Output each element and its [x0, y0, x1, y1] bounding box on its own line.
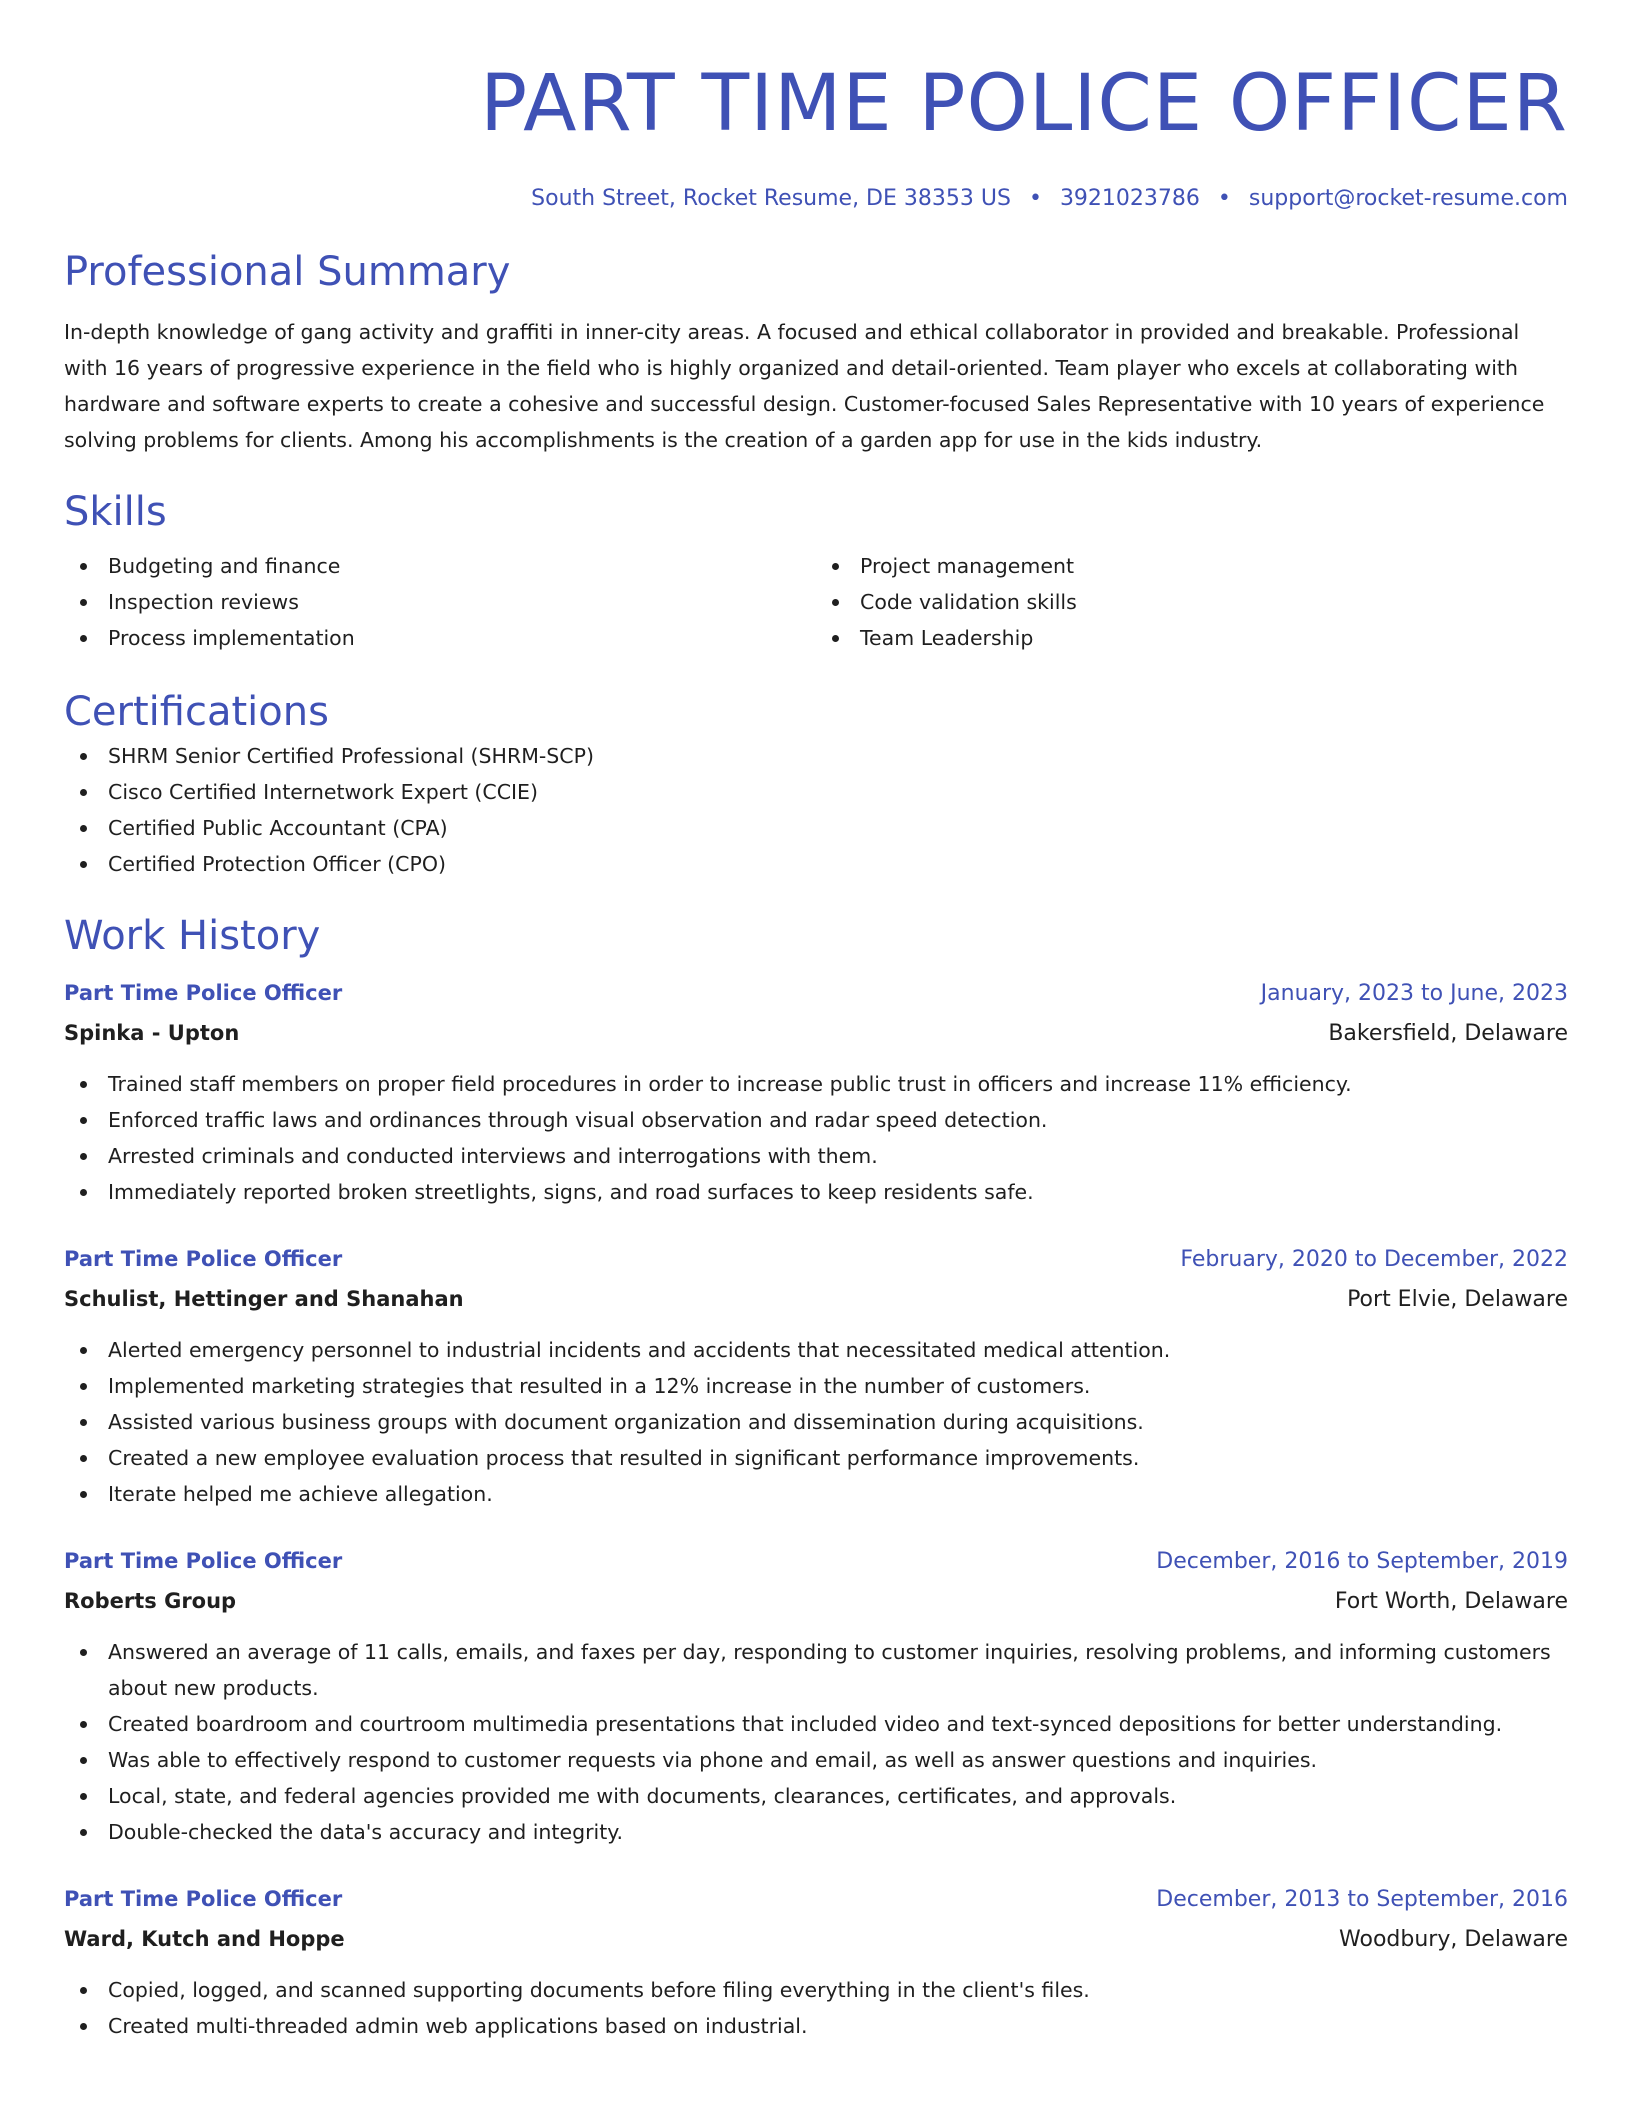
job-location: Fort Worth, Delaware [1334, 1589, 1568, 1614]
job-bullet: Created multi-threaded admin web applications based on industrial. [64, 2008, 1568, 2044]
job-title: Part Time Police Officer [64, 1887, 343, 1911]
job-entry [64, 1542, 1568, 1850]
contact-separator: • [1217, 186, 1231, 211]
job-title: Part Time Police Officer [64, 1549, 343, 1573]
job-company-row [64, 1919, 1568, 1960]
job-location: Bakersfield, Delaware [1328, 1021, 1568, 1046]
skills-right-column [816, 548, 1568, 656]
job-header-row [64, 974, 1568, 1013]
certifications-list [64, 738, 1568, 882]
skill-item: Budgeting and finance [64, 548, 816, 584]
job-entry [64, 1240, 1568, 1512]
job-bullet: Created a new employee evaluation process that resulted in significant performance improvements. [64, 1440, 1568, 1476]
skill-item: Project management [816, 548, 1568, 584]
job-header-row [64, 1542, 1568, 1581]
job-company-row [64, 1013, 1568, 1054]
job-bullet: Created boardroom and courtroom multimedia presentations that included video and text-synced depositions for better understanding. [64, 1706, 1568, 1742]
job-bullet: Arrested criminals and conducted interviews and interrogations with them. [64, 1138, 1568, 1174]
job-header-row [64, 1240, 1568, 1279]
contact-line [64, 184, 1568, 214]
contact-phone[interactable]: 3921023786 [1059, 186, 1200, 211]
job-bullet: Trained staff members on proper field procedures in order to increase public trust in officers and increase 11% efficiency. [64, 1066, 1568, 1102]
job-location: Port Elvie, Delaware [1347, 1287, 1568, 1312]
skill-item: Inspection reviews [64, 584, 816, 620]
job-company-row [64, 1581, 1568, 1622]
resume-title: PART TIME POLICE OFFICER [480, 59, 1568, 149]
certification-item: SHRM Senior Certified Professional (SHRM-SCP) [64, 738, 1568, 774]
job-bullets [64, 1332, 1568, 1512]
job-bullets [64, 1634, 1568, 1850]
job-bullet: Implemented marketing strategies that resulted in a 12% increase in the number of customers. [64, 1368, 1568, 1404]
job-bullet: Copied, logged, and scanned supporting documents before filing everything in the client's files. [64, 1972, 1568, 2008]
certification-item: Certified Public Accountant (CPA) [64, 810, 1568, 846]
certifications-heading: Certifications [64, 689, 329, 735]
contact-email[interactable]: support@rocket-resume.com [1248, 186, 1568, 211]
job-company: Spinka - Upton [64, 1021, 240, 1045]
job-bullet: Was able to effectively respond to customer requests via phone and email, as well as answer questions and inquiries. [64, 1742, 1568, 1778]
job-company-row [64, 1279, 1568, 1320]
job-company: Roberts Group [64, 1589, 237, 1613]
job-company: Ward, Kutch and Hoppe [64, 1927, 345, 1951]
skills-grid [64, 548, 1568, 656]
job-dates: December, 2013 to September, 2016 [1156, 1887, 1568, 1912]
job-location: Woodbury, Delaware [1339, 1927, 1568, 1952]
job-entry [64, 1880, 1568, 2044]
job-bullets [64, 1066, 1568, 1210]
job-dates: February, 2020 to December, 2022 [1180, 1247, 1568, 1272]
certification-item: Certified Protection Officer (CPO) [64, 846, 1568, 882]
contact-separator: • [1028, 186, 1042, 211]
job-header-row [64, 1880, 1568, 1919]
job-bullet: Assisted various business groups with document organization and dissemination during acquisitions. [64, 1404, 1568, 1440]
job-title: Part Time Police Officer [64, 981, 343, 1005]
job-bullet: Immediately reported broken streetlights, signs, and road surfaces to keep residents safe. [64, 1174, 1568, 1210]
job-dates: January, 2023 to June, 2023 [1260, 981, 1568, 1006]
skills-left-column [64, 548, 816, 656]
skill-item: Team Leadership [816, 620, 1568, 656]
contact-address: South Street, Rocket Resume, DE 38353 US [531, 186, 1011, 211]
certification-item: Cisco Certified Internetwork Expert (CCIE) [64, 774, 1568, 810]
job-bullet: Enforced traffic laws and ordinances through visual observation and radar speed detection. [64, 1102, 1568, 1138]
job-bullet: Answered an average of 11 calls, emails, and faxes per day, responding to customer inquiries, resolving problems, and informing customers about new products. [64, 1634, 1568, 1706]
job-bullet: Local, state, and federal agencies provided me with documents, clearances, certificates, and approvals. [64, 1778, 1568, 1814]
job-dates: December, 2016 to September, 2019 [1156, 1549, 1568, 1574]
job-bullet: Alerted emergency personnel to industrial incidents and accidents that necessitated medical attention. [64, 1332, 1568, 1368]
job-bullet: Iterate helped me achieve allegation. [64, 1476, 1568, 1512]
skills-heading: Skills [64, 489, 167, 535]
work-history-heading: Work History [64, 913, 321, 959]
job-entry [64, 974, 1568, 1210]
skill-item: Code validation skills [816, 584, 1568, 620]
skill-item: Process implementation [64, 620, 816, 656]
job-title: Part Time Police Officer [64, 1247, 343, 1271]
job-bullets [64, 1972, 1568, 2044]
summary-text: In-depth knowledge of gang activity and graffiti in inner-city areas. A focused and ethical collaborator in provided and breakable. Professional with 16 years of progressive experience in the field who is highly organized and detail-oriented. Team player who excels at collaborating with hardware and software experts to create a cohesive and successful design. Customer-focused Sales Representative with 10 years of experience solving problems for clients. Among his accomplishments is the creation of a garden app for use in the kids industry. [64, 320, 1545, 452]
job-company: Schulist, Hettinger and Shanahan [64, 1287, 464, 1311]
job-bullet: Double-checked the data's accuracy and integrity. [64, 1814, 1568, 1850]
summary-heading: Professional Summary [64, 249, 511, 295]
